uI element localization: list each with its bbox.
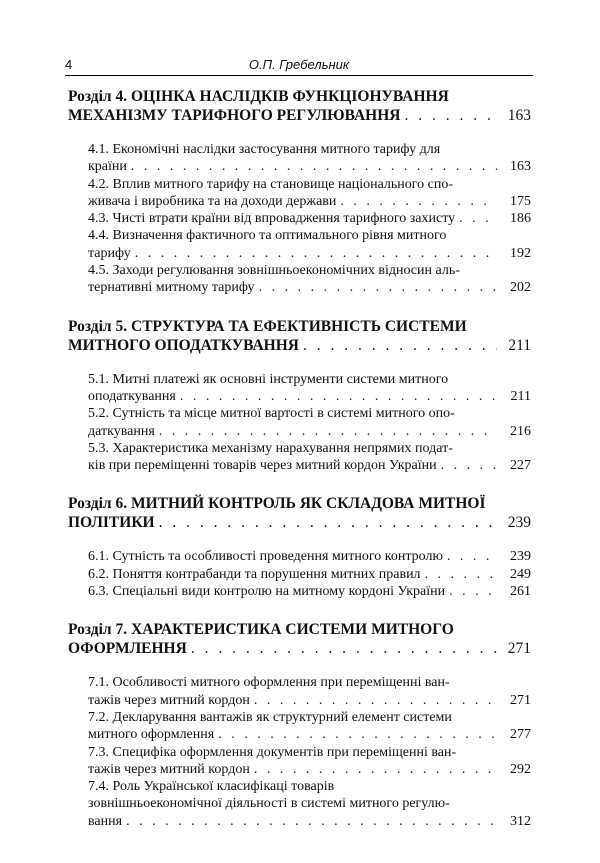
section-page-number: 211 [508,336,531,354]
entry-line2: 6.2. Поняття контрабанди та порушення митних правил [88,566,421,582]
toc-entry[interactable] [88,548,531,565]
section-title-line2: ПОЛІТИКИ [68,514,155,532]
toc-entry[interactable] [88,141,531,176]
table-of-contents [68,87,531,850]
entry-page-number: 163 [510,159,531,175]
dot-leader [259,279,497,296]
entry-line2: оподаткування [88,388,176,404]
toc-section [68,87,531,297]
section-title-line1: Розділ 4. ОЦІНКА НАСЛІДКІВ ФУНКЦІОНУВАННЯ [68,88,449,105]
dot-leader [447,548,497,565]
entry-page-number: 239 [510,549,531,565]
entry-line1: 7.3. Специфіка оформлення документів при переміщенні ван- [88,744,457,760]
entry-line1: 5.1. Митні платежі як основні інструменти системи митного [88,371,449,387]
entry-line1: 5.3. Характеристика механізму нарахування непрямих подат- [88,440,453,456]
header-author: О.П. Гребельник [248,57,350,72]
dot-leader [218,726,497,743]
section-entries [68,548,531,600]
dot-leader [425,566,497,583]
entry-line2: країни [88,159,127,175]
entry-page-number: 202 [510,280,531,296]
toc-entry[interactable] [88,227,531,262]
entry-line1: 4.4. Визначення фактичного та оптимального рівня митного [88,228,447,244]
entry-line2: живача і виробника та на доходи держави [88,193,337,209]
entry-page-number: 227 [510,458,531,474]
entry-line1: 7.4. Роль Української класифікаці товарів [88,779,335,795]
dot-leader [340,193,497,210]
dot-leader [441,457,497,474]
dot-leader [191,639,497,658]
section-title[interactable] [68,87,531,125]
toc-entry[interactable] [88,566,531,583]
section-entries [68,674,531,830]
section-page-number: 271 [507,640,531,658]
entry-page-number: 175 [510,193,531,209]
toc-section [68,620,531,830]
section-entries [68,371,531,475]
page-header [65,57,533,76]
toc-entry[interactable] [88,405,531,440]
entry-page-number: 271 [510,692,531,708]
toc-entry[interactable] [88,371,531,406]
dot-leader [459,210,497,227]
entry-line2: митного оформлення [88,727,215,743]
toc-entry[interactable] [88,262,531,297]
entry-line2: 4.3. Чисті втрати країни від впровадження тарифного захисту [88,211,456,227]
entry-line2: ків при переміщенні товарів через митний кордон України [88,458,437,474]
toc-section [68,494,531,600]
section-title-line2: ОФОРМЛЕННЯ [68,640,187,658]
toc-entry[interactable] [88,210,531,227]
section-title[interactable] [68,620,531,658]
toc-entry[interactable] [88,674,531,709]
entry-line2: тернативні митному тарифу [88,280,255,296]
entry-page-number: 261 [510,584,531,600]
section-entries [68,141,531,297]
section-page-number: 163 [507,107,531,124]
toc-entry[interactable] [88,176,531,211]
dot-leader [405,106,498,125]
toc-section [68,317,531,475]
toc-entry[interactable] [88,583,531,600]
entry-line2: тажів через митний кордон [88,761,250,777]
entry-page-number: 312 [510,813,531,829]
dot-leader [180,388,497,405]
entry-page-number: 186 [510,211,531,227]
entry-line2: вання [88,813,123,829]
section-title-line2: МИТНОГО ОПОДАТКУВАННЯ [68,336,299,354]
dot-leader [254,692,497,709]
entry-line2: тарифу [88,245,131,261]
entry-line1: 5.2. Сутність та місце митної вартості в системі митного опо- [88,406,455,422]
entry-line2: тажів через митний кордон [88,692,250,708]
toc-entry[interactable] [88,440,531,475]
dot-leader [126,813,497,830]
entry-line1: 4.2. Вплив митного тарифу на становище національного спо- [88,176,454,192]
page-number: 4 [65,57,73,72]
dot-leader [254,761,497,778]
toc-entry[interactable] [88,778,531,830]
toc-entry[interactable] [88,709,531,744]
dot-leader [449,583,497,600]
entry-line1: 7.2. Декларування вантажів як структурний елемент системи [88,709,452,725]
dot-leader [131,158,497,175]
entry-page-number: 249 [510,566,531,582]
toc-entry[interactable] [88,744,531,779]
entry-page-number: 277 [510,727,531,743]
entry-line1: 4.5. Заходи регулювання зовнішньоекономічних відносин аль- [88,263,460,279]
section-title-line1: Розділ 6. МИТНИЙ КОНТРОЛЬ ЯК СКЛАДОВА МИТНОЇ [68,495,486,513]
entry-line1: 4.1. Економічні наслідки застосування митного тарифу для [88,142,441,157]
section-title-line2: МЕХАНІЗМУ ТАРИФНОГО РЕГУЛЮВАННЯ [68,107,401,124]
entry-page-number: 211 [510,388,531,404]
entry-page-number: 192 [510,245,531,261]
section-title[interactable] [68,494,531,532]
entry-line2: даткування [88,423,155,439]
dot-leader [135,245,497,262]
dot-leader [303,336,497,355]
dot-leader [159,513,497,532]
section-title[interactable] [68,317,531,355]
section-title-line1: Розділ 5. СТРУКТУРА ТА ЕФЕКТИВНІСТЬ СИСТЕМИ [68,317,467,335]
entry-line2: 6.3. Спеціальні види контролю на митному кордоні України [88,584,446,600]
section-page-number: 239 [507,514,531,532]
entry-page-number: 292 [510,761,531,777]
entry-line1: 7.1. Особливості митного оформлення при переміщенні ван- [88,675,450,691]
section-title-line1: Розділ 7. ХАРАКТЕРИСТИКА СИСТЕМИ МИТНОГО [68,621,454,639]
entry-page-number: 216 [510,423,531,439]
entry-line1b: зовнішньоекономічної діяльності в системі митного регулю- [88,796,450,812]
entry-line2: 6.1. Сутність та особливості проведення митного контролю [88,549,443,565]
dot-leader [159,423,497,440]
